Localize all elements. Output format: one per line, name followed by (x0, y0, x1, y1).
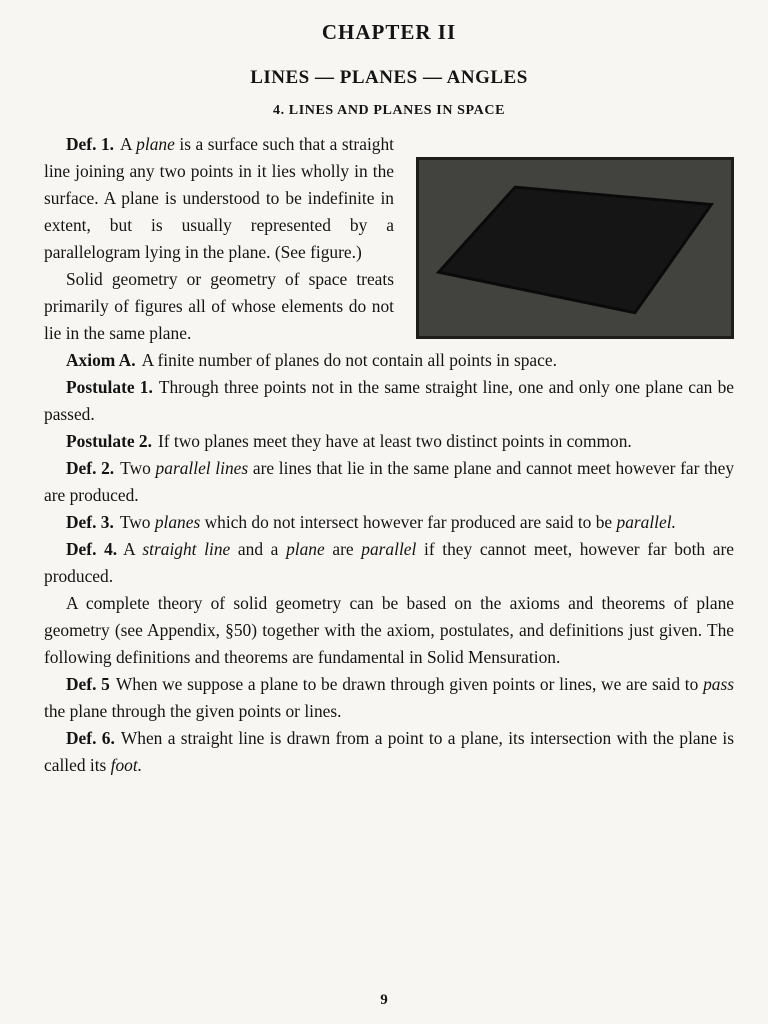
section-heading: 4. LINES AND PLANES IN SPACE (272, 103, 506, 118)
paragraph-text: the plane through the given points or lines. (44, 701, 342, 721)
chapter-title: LINES — PLANES — ANGLES (250, 67, 528, 88)
paragraph-lead: Postulate 2. (66, 431, 152, 451)
paragraph-text: are (324, 539, 362, 559)
italic-term: parallel lines (155, 458, 249, 478)
paragraph (44, 590, 734, 671)
paragraph-lead: Def. 5 (66, 674, 110, 694)
paragraph-lead: Def. 2. (66, 458, 115, 478)
paragraph (44, 725, 734, 779)
paragraph-text: Solid geometry or geometry of space treats primarily of figures all of whose elements do not lie in the same plane. (44, 269, 394, 343)
paragraph-text: A (123, 539, 143, 559)
paragraph (44, 671, 734, 725)
paragraph-text: If two planes meet they have at least two distinct points in common. (157, 431, 632, 451)
paragraph-text: are lines that lie in the same plane and cannot meet however far they are produced. (44, 458, 735, 505)
book-page (44, 20, 734, 779)
paragraph-lead: Def. 3. (66, 512, 114, 532)
italic-term: plane (286, 539, 325, 559)
paragraph-lead: Def. 4. (66, 539, 118, 559)
paragraph (44, 536, 734, 590)
paragraph-text: is a surface such that a straight line joining any two points in it lies wholly in the surface. A plane is understood to be indefinite in extent, but is usually represented by a parallelogram lying in the plane. (See figure.) (44, 134, 395, 262)
paragraph (44, 347, 734, 374)
paragraph-text: When a straight line is drawn from a point to a plane, its intersection with the plane is called its (44, 728, 734, 775)
paragraph-lead: Def. 6. (66, 728, 115, 748)
paragraph (44, 428, 734, 455)
italic-term: foot. (110, 755, 143, 775)
paragraph-text: A (120, 134, 137, 154)
paragraph (44, 509, 734, 536)
page-number: 9 (380, 992, 388, 1008)
body-text (44, 131, 734, 779)
paragraph (44, 131, 734, 266)
paragraph-text: A complete theory of solid geometry can be based on the axioms and theorems of plane geometry (see Appendix, §50) together with the axiom, postulates, and definitions just given. The following definitions and theorems are fundamental in Solid Mensuration. (44, 593, 734, 667)
paragraph (44, 374, 734, 428)
italic-term: plane (136, 134, 175, 154)
italic-term: parallel (361, 539, 417, 559)
italic-term: parallel. (616, 512, 676, 532)
paragraph (44, 455, 734, 509)
paragraph-lead: Postulate 1. (66, 377, 153, 397)
paragraph-text: Two (120, 458, 156, 478)
paragraph-lead: Def. 1. (66, 134, 115, 154)
italic-term: straight line (142, 539, 231, 559)
chapter-heading: CHAPTER II (321, 20, 457, 44)
paragraph-text: A finite number of planes do not contain all points in space. (141, 350, 557, 370)
paragraph-text: and a (230, 539, 287, 559)
paragraph-text: Two (119, 512, 155, 532)
plane-parallelogram-photo (416, 157, 734, 339)
paragraph-text: Through three points not in the same straight line, one and only one plane can be passed. (44, 377, 734, 424)
paragraph-text: if they cannot meet, however far both are produced. (44, 539, 735, 586)
paragraph-lead: Axiom A. (66, 350, 136, 370)
paragraph-text: which do not intersect however far produced are said to be (200, 512, 617, 532)
italic-term: planes (154, 512, 201, 532)
italic-term: pass (703, 674, 734, 694)
paragraph-text: When we suppose a plane to be drawn through given points or lines, we are said to (115, 674, 704, 694)
